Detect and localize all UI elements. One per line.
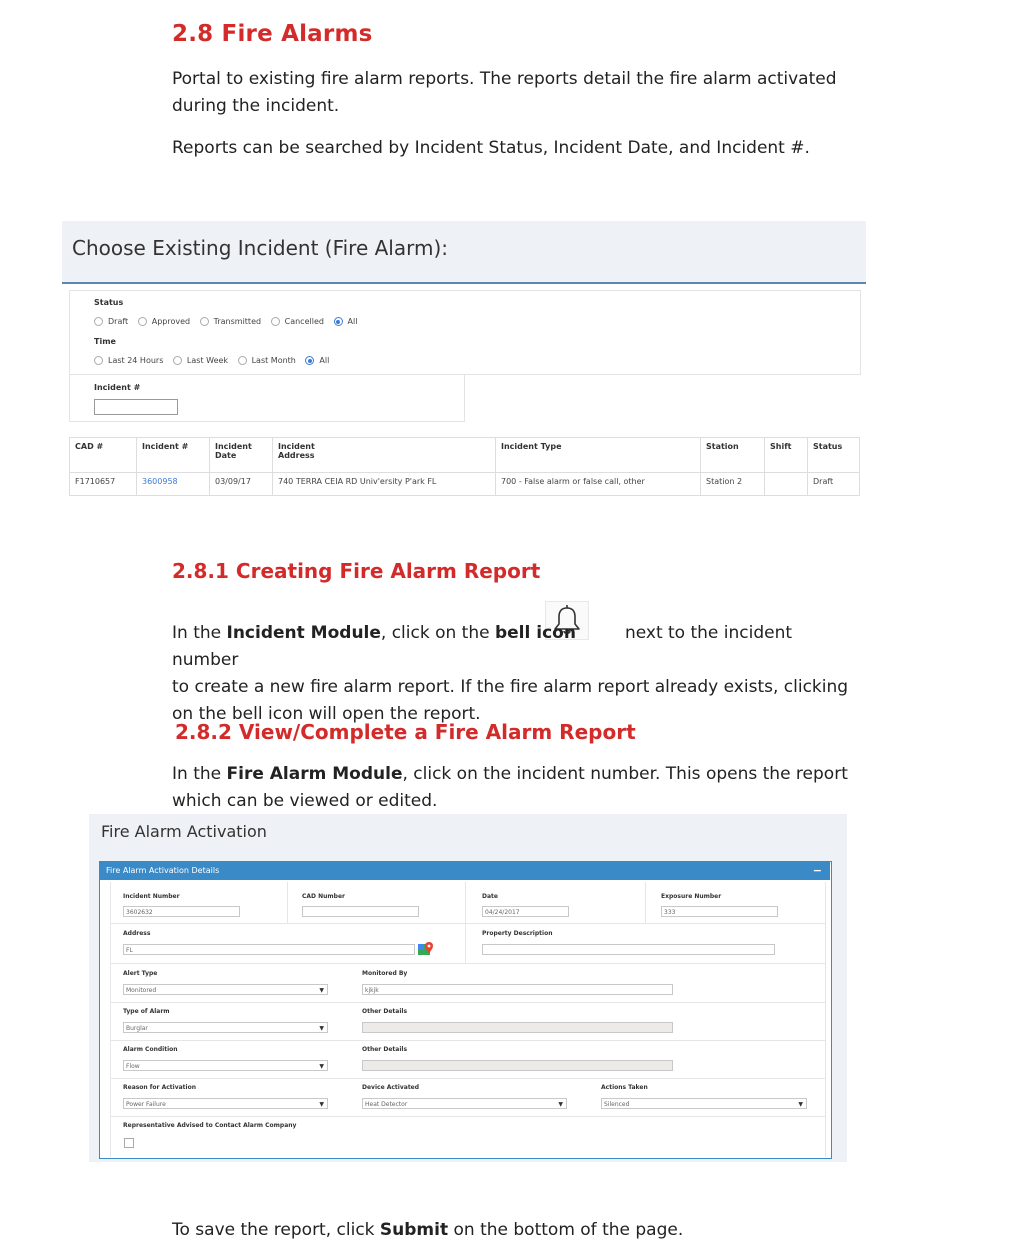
choose-incident-title: Choose Existing Incident (Fire Alarm): [72, 236, 449, 260]
col-incident[interactable]: Incident # [137, 438, 210, 473]
other-details-2-field[interactable] [362, 1060, 673, 1071]
fire-alarm-activation-title: Fire Alarm Activation [101, 822, 267, 841]
actions-label: Actions Taken [601, 1084, 648, 1091]
panel-title: Fire Alarm Activation Details [106, 866, 220, 875]
representative-label: Representative Advised to Contact Alarm Company [123, 1122, 297, 1129]
time-option-24h[interactable]: Last 24 Hours [94, 356, 163, 365]
col-incident-date[interactable]: Incident Date [210, 438, 273, 473]
alert-type-select[interactable]: Monitored ▼ [123, 984, 328, 995]
incident-table [69, 437, 860, 496]
alarm-condition-label: Alarm Condition [123, 1046, 178, 1053]
save-instruction: To save the report, click Submit on the bottom of the page. [172, 1220, 684, 1240]
radio-icon[interactable] [138, 317, 147, 326]
status-option-draft[interactable]: Draft [94, 317, 128, 326]
creating-line-2: to create a new fire alarm report. If the fire alarm report already exists, clicking [172, 677, 849, 697]
cell-type: 700 - False alarm or false call, other [496, 473, 701, 496]
alarm-condition-select[interactable]: Flow ▼ [123, 1060, 328, 1071]
status-options [94, 317, 364, 328]
incident-number-field[interactable]: 3602632 [123, 906, 240, 917]
other-details-2-label: Other Details [362, 1046, 408, 1053]
cell-shift [765, 473, 808, 496]
cell-address: 740 TERRA CEIA RD Univ'ersity P'ark FL [273, 473, 496, 496]
other-details-1-label: Other Details [362, 1008, 408, 1015]
radio-icon[interactable] [94, 317, 103, 326]
date-field[interactable]: 04/24/2017 [482, 906, 569, 917]
intro-paragraph [172, 66, 837, 120]
radio-icon[interactable] [200, 317, 209, 326]
monitored-by-field[interactable]: kjkjk [362, 984, 673, 995]
address-label: Address [123, 930, 151, 937]
cell-date: 03/09/17 [210, 473, 273, 496]
creating-paragraph [172, 620, 852, 728]
chevron-down-icon: ▼ [319, 1101, 324, 1108]
status-option-cancelled[interactable]: Cancelled [271, 317, 324, 326]
radio-icon[interactable] [238, 356, 247, 365]
other-details-1-field[interactable] [362, 1022, 673, 1033]
representative-checkbox[interactable] [124, 1138, 134, 1148]
incident-number-input[interactable] [94, 399, 178, 415]
col-incident-type[interactable]: Incident Type [496, 438, 701, 473]
chevron-down-icon: ▼ [798, 1101, 803, 1108]
activation-panel-header [99, 861, 830, 880]
creating-line-3: on the bell icon will open the report. [172, 704, 481, 724]
search-paragraph: Reports can be searched by Incident Status, Incident Date, and Incident #. [172, 138, 810, 158]
cad-number-label: CAD Number [302, 893, 345, 900]
time-option-month[interactable]: Last Month [238, 356, 296, 365]
view-line-1: In the Fire Alarm Module, click on the incident number. This opens the report [172, 764, 848, 784]
cell-station: Station 2 [701, 473, 765, 496]
table-header-row [70, 438, 860, 473]
chevron-down-icon: ▼ [558, 1101, 563, 1108]
section-heading-2-8: 2.8 Fire Alarms [172, 21, 373, 47]
status-option-transmitted[interactable]: Transmitted [200, 317, 261, 326]
property-description-label: Property Description [482, 930, 553, 937]
actions-select[interactable]: Silenced ▼ [601, 1098, 807, 1109]
radio-selected-icon[interactable] [334, 317, 343, 326]
type-of-alarm-select[interactable]: Burglar ▼ [123, 1022, 328, 1033]
view-line-2: which can be viewed or edited. [172, 791, 438, 811]
date-label: Date [482, 893, 498, 900]
incident-number-field-label: Incident Number [123, 893, 180, 900]
section-heading-2-8-1: 2.8.1 Creating Fire Alarm Report [172, 559, 541, 583]
intro-line-1: Portal to existing fire alarm reports. The reports detail the fire alarm activated [172, 69, 837, 89]
radio-selected-icon[interactable] [305, 356, 314, 365]
col-incident-address[interactable]: Incident Address [273, 438, 496, 473]
status-option-approved[interactable]: Approved [138, 317, 190, 326]
exposure-number-label: Exposure Number [661, 893, 722, 900]
radio-icon[interactable] [173, 356, 182, 365]
time-options [94, 356, 336, 367]
monitored-by-label: Monitored By [362, 970, 408, 977]
cell-status: Draft [808, 473, 860, 496]
radio-icon[interactable] [271, 317, 280, 326]
creating-line-1: In the Incident Module, click on the bell icon next to the incident number [172, 623, 793, 670]
intro-line-2: during the incident. [172, 96, 340, 116]
col-station[interactable]: Station [701, 438, 765, 473]
exposure-number-field[interactable]: 333 [661, 906, 778, 917]
status-label: Status [94, 298, 124, 307]
chevron-down-icon: ▼ [319, 1063, 324, 1070]
time-option-week[interactable]: Last Week [173, 356, 228, 365]
cad-number-field[interactable] [302, 906, 419, 917]
radio-icon[interactable] [94, 356, 103, 365]
section-heading-2-8-2: 2.8.2 View/Complete a Fire Alarm Report [175, 720, 636, 744]
col-shift[interactable]: Shift [765, 438, 808, 473]
map-pin-icon[interactable] [418, 942, 434, 956]
status-option-all[interactable]: All [334, 317, 358, 326]
view-paragraph [172, 761, 848, 815]
col-cad[interactable]: CAD # [70, 438, 137, 473]
chevron-down-icon: ▼ [319, 987, 324, 994]
address-field[interactable]: FL [123, 944, 415, 955]
device-label: Device Activated [362, 1084, 420, 1091]
table-row[interactable] [70, 473, 860, 496]
alert-type-label: Alert Type [123, 970, 158, 977]
type-of-alarm-label: Type of Alarm [123, 1008, 170, 1015]
incident-number-label: Incident # [94, 383, 141, 392]
reason-select[interactable]: Power Failure ▼ [123, 1098, 328, 1109]
property-description-field[interactable] [482, 944, 775, 955]
collapse-icon[interactable]: − [812, 864, 822, 877]
cell-cad: F1710657 [70, 473, 137, 496]
device-select[interactable]: Heat Detector ▼ [362, 1098, 567, 1109]
chevron-down-icon: ▼ [319, 1025, 324, 1032]
reason-label: Reason for Activation [123, 1084, 196, 1091]
cell-incident-link[interactable]: 3600958 [137, 473, 210, 496]
time-label: Time [94, 337, 116, 346]
time-option-all[interactable]: All [305, 356, 329, 365]
submit-keyword: Submit [379, 1220, 449, 1240]
col-status[interactable]: Status [808, 438, 860, 473]
